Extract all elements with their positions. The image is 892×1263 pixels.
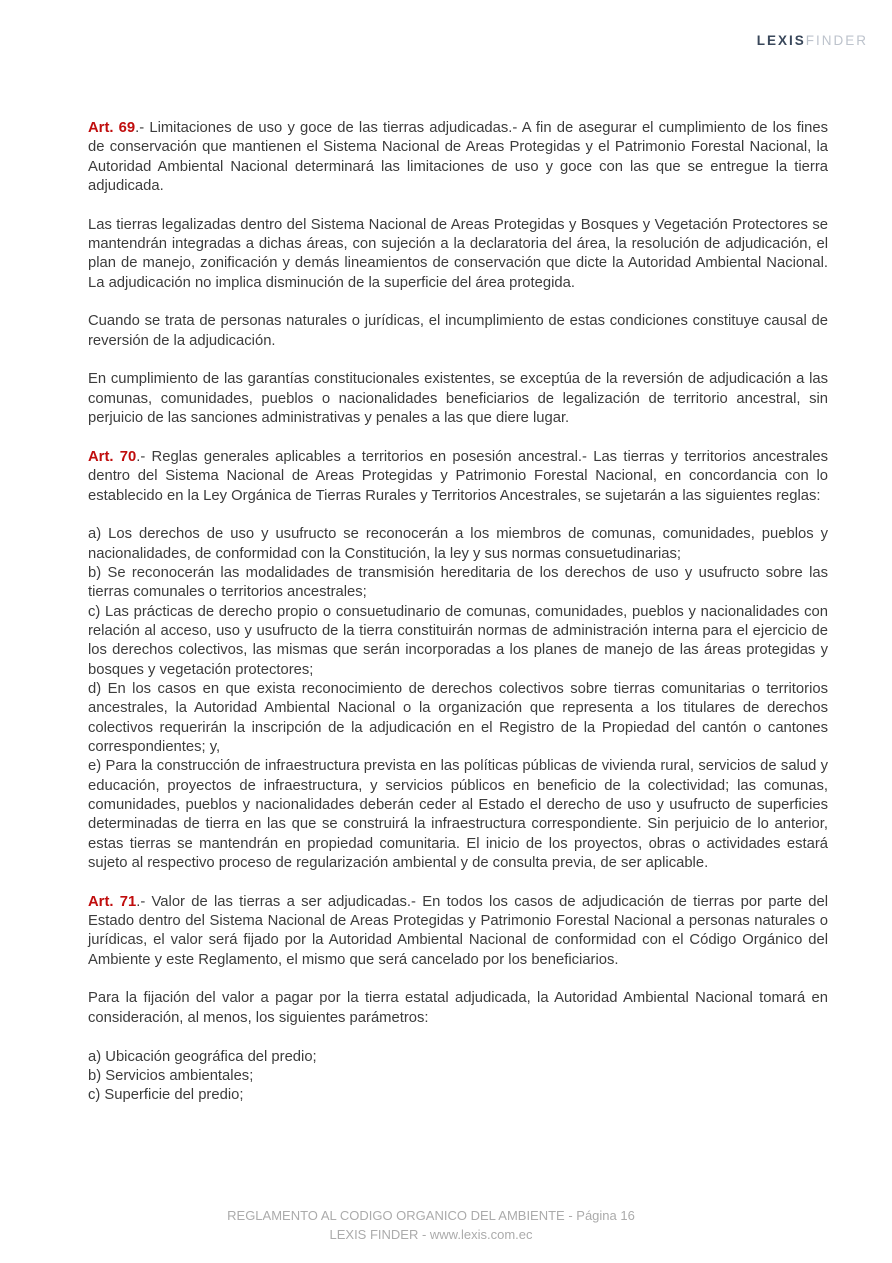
paragraph-fijacion-valor: Para la fijación del valor a pagar por la tierra estatal adjudicada, la Autoridad Ambiental Nacional tomará en consideración, al menos, los siguientes parámetros: — [88, 990, 828, 1026]
article-71-label: Art. 71 — [88, 893, 137, 910]
paragraph-garantias: En cumplimiento de las garantías constitucionales existentes, se exceptúa de la reversión de adjudicación a las comunas, comunidades, pueblos o nacionalidades beneficiarios de legalización de territorio ancestral, sin perjuicio de las sanciones administrativas y penales a las que diere lugar. — [88, 371, 828, 427]
paragraph-reversion: Cuando se trata de personas naturales o jurídicas, el incumplimiento de estas condiciones constituye causal de reversión de la adjudicación. — [88, 313, 828, 349]
document-body — [88, 119, 828, 1106]
article-70-text: .- Reglas generales aplicables a territorios en posesión ancestral.- Las tierras y territorios ancestrales dentro del Sistema Nacional de Areas Protegidas y Patrimonio Forestal Nacional, en concordancia con lo establecido en la Ley Orgánica de Tierras Rurales y Territorios Ancestrales, se sujetarán a las siguientes reglas: — [88, 448, 828, 504]
rule-item-e: e) Para la construcción de infraestructura prevista en las políticas públicas de vivienda rural, servicios de salud y educación, proyectos de infraestructura, y servicios públicos en beneficio de la colectividad; las comunas, comunidades, pueblos y nacionalidades deberán ceder al Estado el derecho de uso y usufructo de superficies determinadas de tierra en las que se construirá la infraestructura correspondiente. Sin perjuicio de lo anterior, estas tierras se mantendrán en propiedad comunitaria. El inicio de los proyectos, obras o actividades estará sujeto al respectivo proceso de regularización ambiental y de consulta previa, de ser aplicable. — [88, 758, 828, 872]
parameters-list-art-71 — [88, 1048, 828, 1106]
rule-item-b: b) Se reconocerán las modalidades de transmisión hereditaria de los derechos de uso y usufructo sobre las tierras comunales o territorios ancestrales; — [88, 564, 828, 601]
article-70-label: Art. 70 — [88, 448, 137, 465]
article-71-text: .- Valor de las tierras a ser adjudicadas.- En todos los casos de adjudicación de tierras por parte del Estado dentro del Sistema Nacional de Areas Protegidas y Patrimonio Forestal Nacional a personas naturales o jurídicas, el valor será fijado por la Autoridad Ambiental Nacional de conformidad con el Código Orgánico del Ambiente y este Reglamento, el mismo que será cancelado por los beneficiarios. — [88, 893, 828, 968]
logo-lexis-text: LEXIS — [756, 33, 806, 48]
article-69-label: Art. 69 — [88, 120, 136, 136]
page-footer — [0, 1206, 862, 1244]
rule-item-d: d) En los casos en que exista reconocimiento de derechos colectivos sobre tierras comunitarias o territorios ancestrales, la Autoridad Ambiental Nacional o la organización que representa a los titulares de derechos colectivos requerirán la inscripción de la adjudicación en el Registro de la Propiedad del cantón o cantones correspondientes; y, — [88, 680, 828, 755]
paragraph-art-70 — [88, 448, 828, 506]
footer-document-title: REGLAMENTO AL CODIGO ORGANICO DEL AMBIENTE - Página 16 — [227, 1208, 635, 1223]
parameter-item-c: c) Superficie del predio; — [88, 1087, 244, 1104]
paragraph-tierras-legalizadas: Las tierras legalizadas dentro del Sistema Nacional de Areas Protegidas y Bosques y Vegetación Protectores se mantendrán integradas a dichas áreas, con sujeción a la declaratoria del área, la resolución de adjudicación, el plan de manejo, zonificación y demás lineamientos de conservación que dicte la Autoridad Ambiental Nacional. La adjudicación no implica disminución de la superficie del área protegida. — [88, 216, 828, 291]
footer-source-url: LEXIS FINDER - www.lexis.com.ec — [329, 1227, 533, 1242]
rule-item-c: c) Las prácticas de derecho propio o consuetudinario de comunas, comunidades, pueblos y nacionalidades con relación al acceso, uso y usufructo de la tierra constituirán normas de administración interna para el ejercicio de los derechos colectivos, las mismas que serán incorporadas a los planes de manejo de las áreas protegidas y bosques y vegetación protectores; — [88, 603, 828, 678]
paragraph-art-69 — [88, 119, 828, 196]
parameter-item-b: b) Servicios ambientales; — [88, 1067, 254, 1084]
rules-list-art-70 — [88, 525, 828, 873]
rule-item-a: a) Los derechos de uso y usufructo se reconocerán a los miembros de comunas, comunidades, pueblos y nacionalidades, de conformidad con la Constitución, la ley y sus normas consuetudinarias; — [88, 526, 828, 562]
article-69-text: .- Limitaciones de uso y goce de las tierras adjudicadas.- A fin de asegurar el cumplimiento de los fines de conservación que mantienen el Sistema Nacional de Areas Protegidas y el Patrimonio Forestal Nacional, la Autoridad Ambiental Nacional determinará las limitaciones de uso y goce con las que se entregue la tierra adjudicada. — [88, 120, 828, 195]
logo-finder-text: FINDER — [805, 33, 868, 48]
parameter-item-a: a) Ubicación geográfica del predio; — [88, 1048, 317, 1065]
paragraph-art-71 — [88, 893, 828, 970]
lexis-finder-logo — [757, 33, 868, 48]
